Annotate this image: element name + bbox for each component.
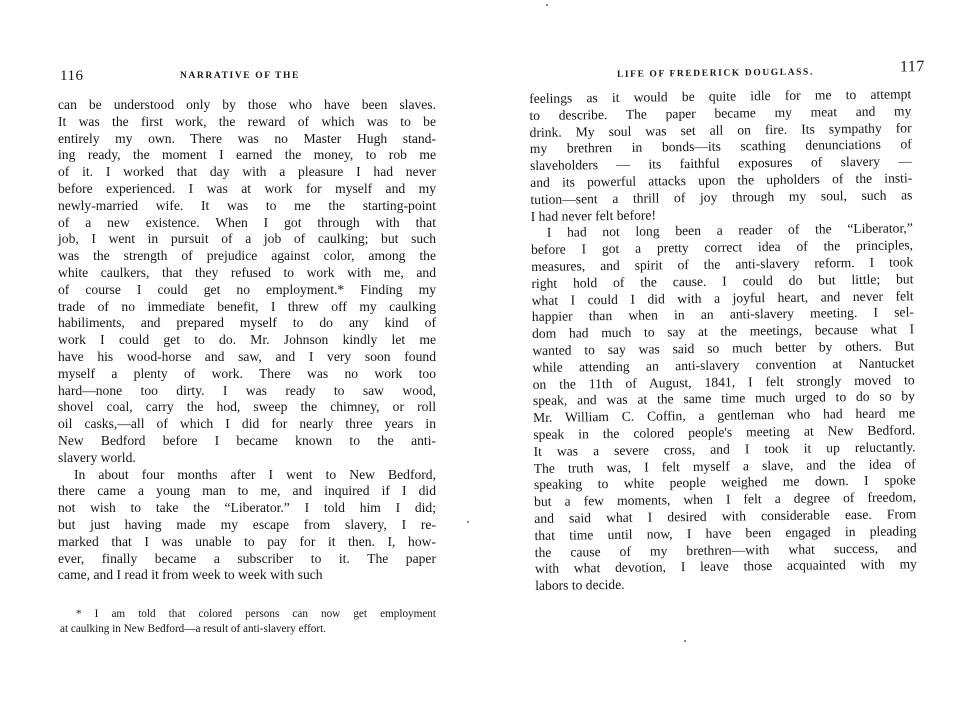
text-line: entirely my own. There was no Master Hugh stand- — [58, 130, 436, 146]
text-line: ing ready, the moment I earned the money, to rob me — [58, 147, 436, 163]
right-running-head — [529, 58, 925, 86]
text-line: right hold of the cause. I could do but little; but — [531, 271, 914, 291]
left-page-number: 116 — [60, 68, 84, 84]
text-line: on the 11th of August, 1841, I felt strongly moved to — [532, 371, 915, 392]
text-line: what I could I did with a joyful heart, and never felt — [531, 287, 914, 308]
text-line: and said what I desired with considerable ease. From — [534, 506, 917, 526]
text-line: tution—sent a thrill of joy through my soul, such as — [530, 187, 913, 207]
text-line: labors to decide. — [535, 576, 625, 594]
text-line: I had never felt before! — [530, 207, 657, 224]
text-line: while attending an anti-slavery convention at Nantucket — [532, 355, 915, 375]
text-line: work I could get to do. Mr. Johnson kindly let me — [58, 332, 436, 348]
left-running-head — [58, 68, 436, 88]
text-line: slavery world. — [58, 449, 136, 465]
text-line: shovel coal, carry the hod, sweep the chimney, or roll — [58, 399, 436, 415]
text-line: there came a young man to me, and inquired if I did — [58, 483, 436, 499]
text-line: speak in the colored people's meeting at New Bedford. — [533, 422, 916, 442]
text-line: measures, and spirit of the anti-slavery reform. I took — [531, 254, 914, 274]
text-line: white caulkers, that they refused to work with me, and — [58, 264, 436, 280]
text-line: I had not long been a reader of the “Liberator,” — [546, 220, 913, 241]
text-line: speaking to white people weighed me down. I spoke — [533, 472, 916, 493]
text-line: to describe. The paper became my meat and my — [529, 103, 912, 123]
footnote-line: at caulking in New Bedford—a result of anti-slavery effort. — [60, 623, 327, 635]
text-line: speak, and was at the same time much urged to do so by — [532, 388, 915, 409]
text-line: was the strength of prejudice against color, among the — [58, 248, 436, 264]
print-speck — [546, 4, 548, 6]
text-line: hard—none too dirty. I was ready to saw wood, — [58, 382, 436, 398]
print-speck — [467, 521, 469, 523]
footnote-line: * I am told that colored persons can now get employment — [76, 608, 436, 620]
text-line: have his wood-horse and saw, and I very soon found — [58, 348, 436, 364]
text-line: happier than when in an anti-slavery meeting. I sel- — [531, 304, 914, 325]
text-line: feelings as it would be quite idle for me to attempt — [529, 86, 912, 106]
right-running-title: LIFE OF FREDERICK DOUGLASS. — [616, 67, 814, 80]
print-speck — [684, 640, 686, 642]
text-line: ever, finally became a subscriber to it. The paper — [58, 550, 436, 566]
text-line: before I got a pretty correct idea of the principles, — [530, 237, 914, 258]
text-line: In about four months after I went to New Bedford, — [74, 466, 436, 482]
text-line: the cause of my brethren—with what success, and — [534, 539, 917, 560]
text-line: but a few moments, when I felt a degree of freedom, — [534, 489, 917, 510]
text-line: but just having made my escape from slavery, I re- — [58, 516, 436, 532]
text-line: marked that I was unable to pay for it then. I, how- — [58, 533, 436, 549]
text-line: my brethren in bonds—its scathing denunciations of — [529, 136, 912, 157]
text-line: New Bedford before I became known to the anti- — [58, 432, 436, 448]
text-line: of course I could get no employment.* Finding my — [58, 281, 436, 297]
left-body-text — [58, 97, 436, 584]
text-line: trade of no immediate benefit, I threw off my caulking — [58, 298, 436, 314]
text-line: came, and I read it from week to week with such — [58, 567, 323, 583]
text-line: habiliments, and prepared myself to do any kind of — [58, 315, 436, 331]
text-line: not wish to take the “Liberator.” I told him I did; — [58, 500, 436, 516]
text-line: of it. I worked that day with a pleasure I had never — [58, 164, 436, 180]
text-line: It was the first work, the reward of which was to be — [58, 113, 436, 129]
text-line: of a new existence. When I got through with that — [58, 214, 436, 230]
text-line: with what devotion, I leave those acquainted with my — [534, 556, 918, 577]
text-line: that time until now, I have been engaged in pleading — [534, 523, 917, 543]
right-body-text — [529, 86, 917, 595]
text-line: dom had much to say at the meetings, because what I — [531, 321, 915, 342]
text-line: oil casks,—all of which I did for nearly three years in — [58, 416, 436, 432]
text-line: newly-married wife. It was to me the starting-point — [58, 197, 436, 213]
text-line: myself a plenty of work. There was no work too — [58, 365, 436, 381]
text-line: before experienced. I was at work for myself and my — [58, 180, 436, 196]
text-line: Mr. William C. Coffin, a gentleman who had heard me — [533, 405, 916, 426]
left-running-title: NARRATIVE OF THE — [180, 71, 300, 81]
text-line: wanted to say was said so much better by others. But — [532, 338, 915, 358]
text-line: job, I went in pursuit of a job of caulking; but such — [58, 231, 436, 247]
text-line: drink. My soul was set all on fire. Its sympathy for — [529, 119, 912, 140]
text-line: can be understood only by those who have been slaves. — [58, 97, 436, 112]
text-line: The truth was, I felt myself a slave, and the idea of — [533, 455, 916, 476]
footnote — [60, 607, 436, 637]
text-line: It was a severe cross, and I took it up reluctantly. — [533, 439, 916, 459]
right-page-number: 117 — [899, 58, 925, 76]
text-line: slaveholders — its faithful exposures of slavery — — [529, 153, 913, 174]
text-line: and its powerful attacks upon the upholders of the insti- — [530, 170, 913, 190]
